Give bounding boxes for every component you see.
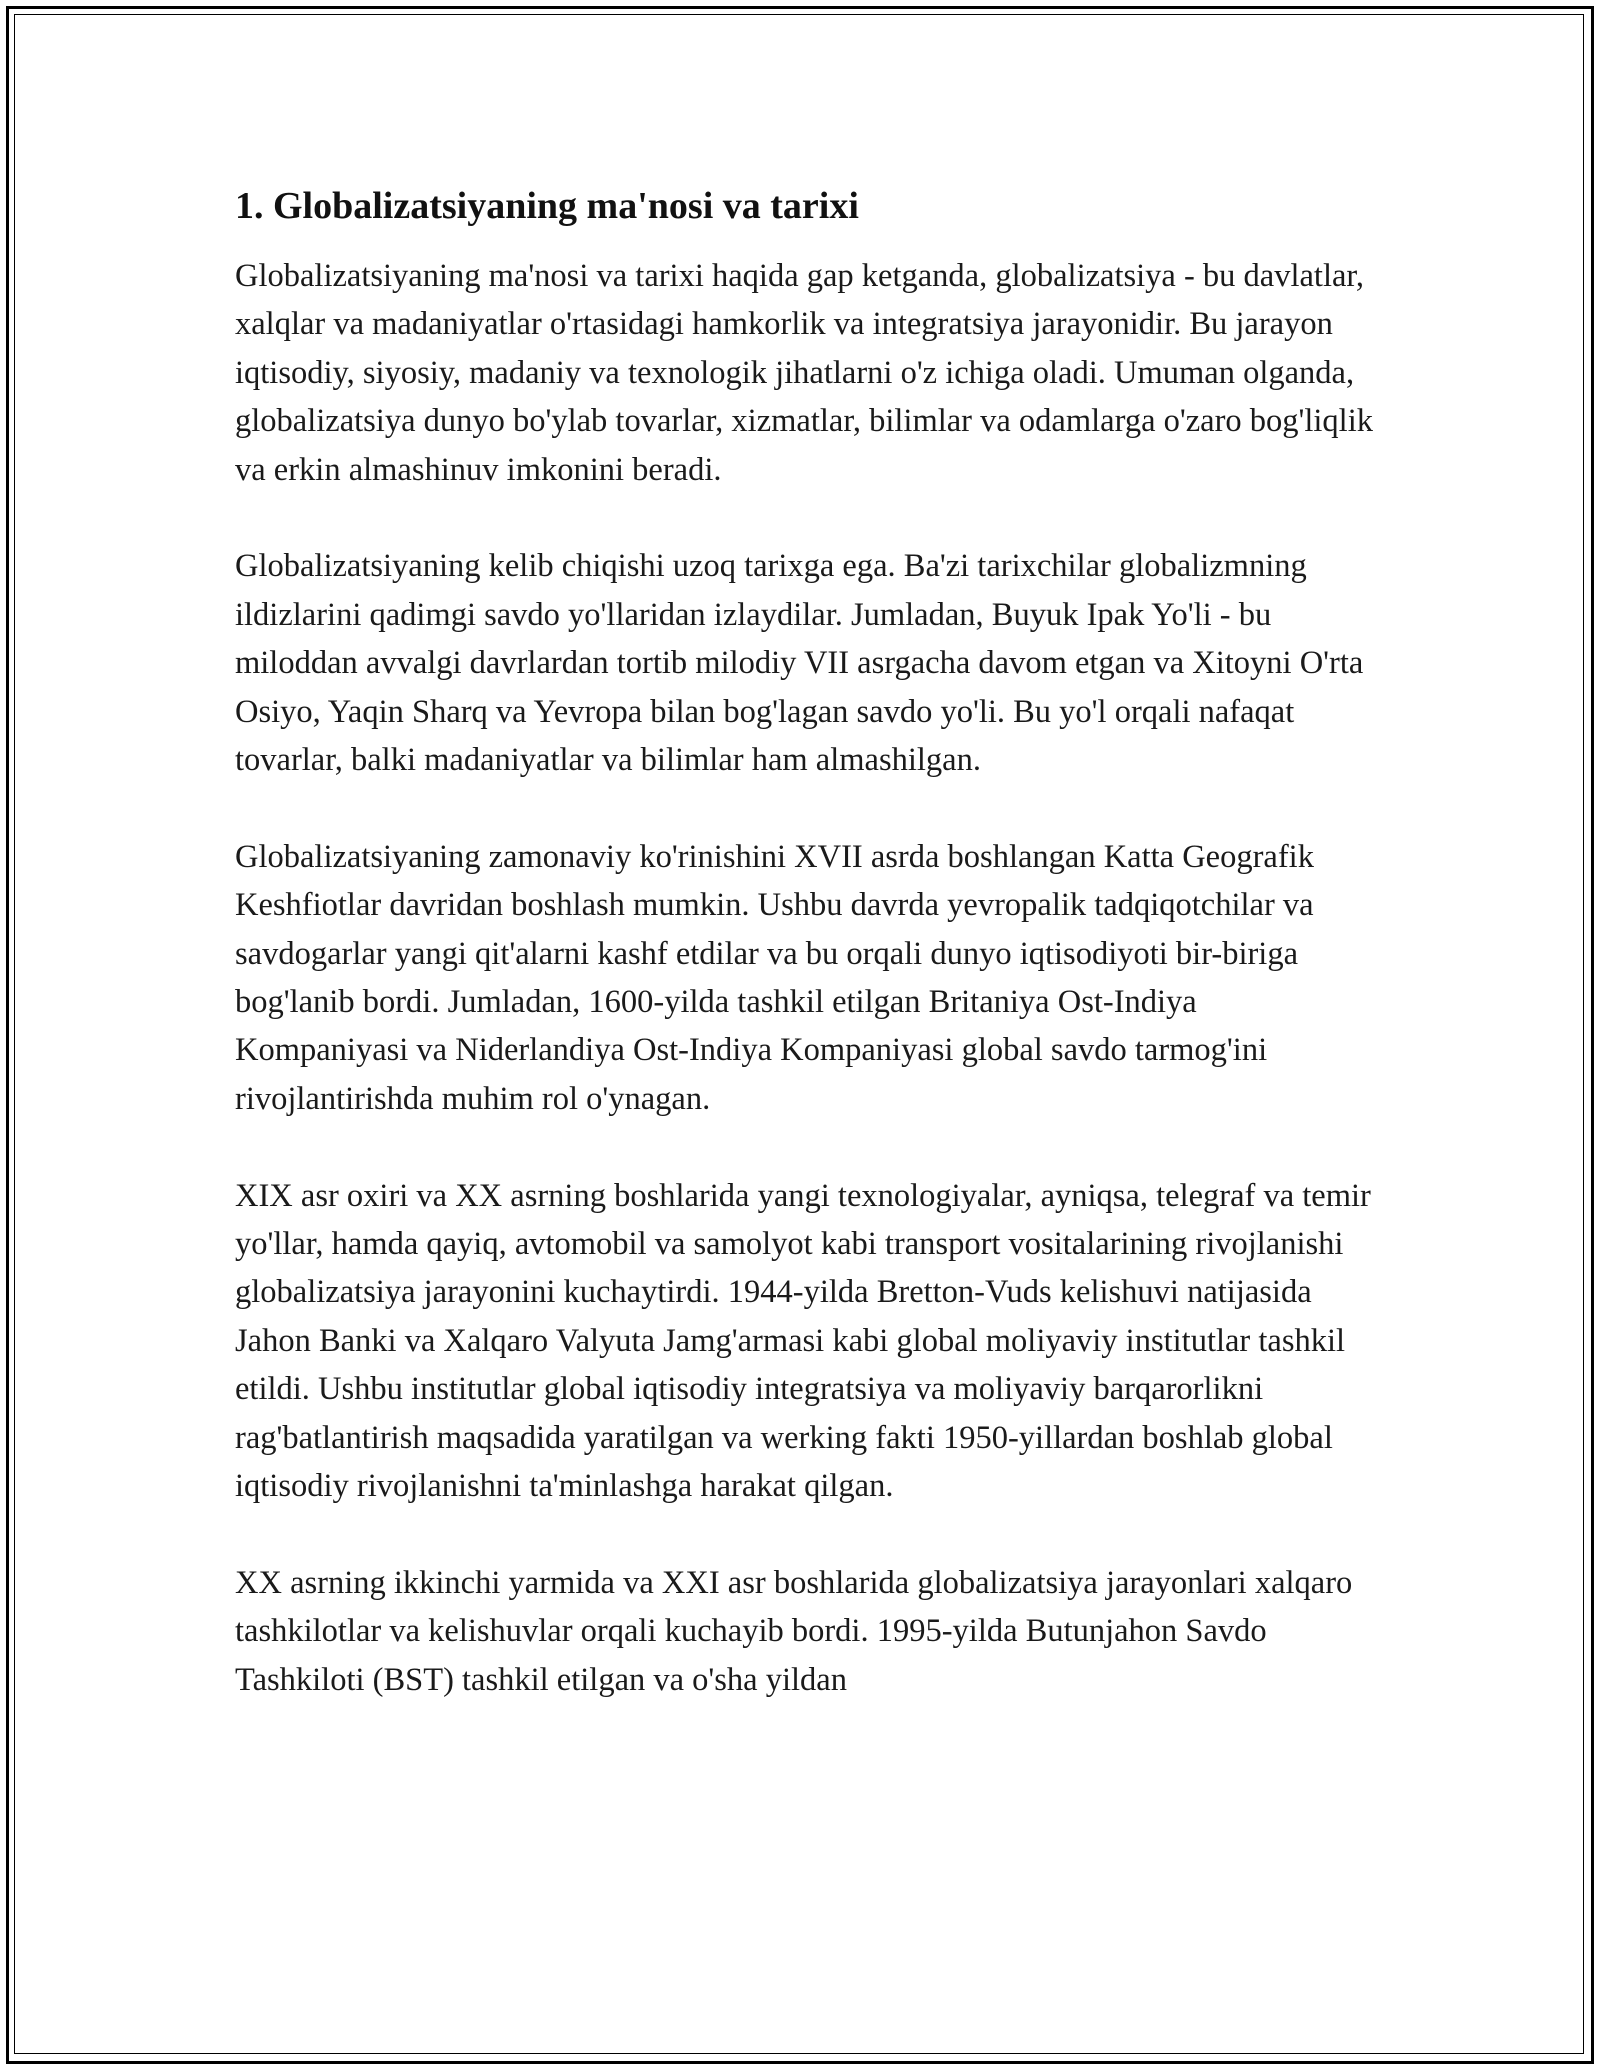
paragraph-origins: Globalizatsiyaning kelib chiqishi uzoq tarixga ega. Ba'zi tarixchilar globalizmning ildizlarini qadimgi savdo yo'llaridan izlaydilar. Jumladan, Buyuk Ipak Yo'li - bu miloddan avvalgi davrlardan tortib milodiy VII asrgacha davom etgan va Xitoyni O'rta Osiyo, Yaqin Sharq va Yevropa bilan bog'lagan savdo yo'li. Bu yo'l orqali nafaqat tovarlar, balki madaniyatlar va bilimlar ham almashilgan. [235, 548, 1364, 779]
document-body [235, 182, 1375, 1753]
paragraph-discoveries: Globalizatsiyaning zamonaviy ko'rinishini XVII asrda boshlangan Katta Geografik Keshfiotlar davridan boshlash mumkin. Ushbu davrda yevropalik tadqiqotchilar va savdogarlar yangi qit'alarni kashf etdilar va bu orqali dunyo iqtisodiyoti bir-biriga bog'lanib bordi. Jumladan, 1600-yilda tashkil etilgan Britaniya Ost-Indiya Kompaniyasi va Niderlandiya Ost-Indiya Kompaniyasi global savdo tarmog'ini rivojlantirishda muhim rol o'ynagan. [235, 838, 1314, 1117]
paragraph-modern: XX asrning ikkinchi yarmida va XXI asr boshlarida globalizatsiya jarayonlari xalqaro tashkilotlar va kelishuvlar orqali kuchayib bordi. 1995-yilda Butunjahon Savdo Tashkiloti (BST) tashkil etilgan va o'sha yildan [235, 1564, 1353, 1698]
section-heading: 1. Globalizatsiyaning ma'nosi va tarixi [235, 185, 859, 227]
paragraph-technology: XIX asr oxiri va XX asrning boshlarida yangi texnologiyalar, ayniqsa, telegraf va temir yo'llar, hamda qayiq, avtomobil va samolyot kabi transport vositalarining rivojlanishi globalizatsiya jarayonini kuchaytirdi. 1944-yilda Bretton-Vuds kelishuvi natijasida Jahon Banki va Xalqaro Valyuta Jamg'armasi kabi global moliyaviy institutlar tashkil etildi. Ushbu institutlar global iqtisodiy integratsiya va moliyaviy barqarorlikni rag'batlantirish maqsadida yaratilgan va werking fakti 1950-yillardan boshlab global iqtisodiy rivojlanishni ta'minlashga harakat qilgan. [235, 1177, 1371, 1505]
paragraph-definition: Globalizatsiyaning ma'nosi va tarixi haqida gap ketganda, globalizatsiya - bu davlatlar, xalqlar va madaniyatlar o'rtasidagi hamkorlik va integratsiya jarayonidir. Bu jarayon iqtisodiy, siyosiy, madaniy va texnologik jihatlarni o'z ichiga oladi. Umuman olganda, globalizatsiya dunyo bo'ylab tovarlar, xizmatlar, bilimlar va odamlarga o'zaro bog'liqlik va erkin almashinuv imkonini beradi. [235, 258, 1373, 488]
